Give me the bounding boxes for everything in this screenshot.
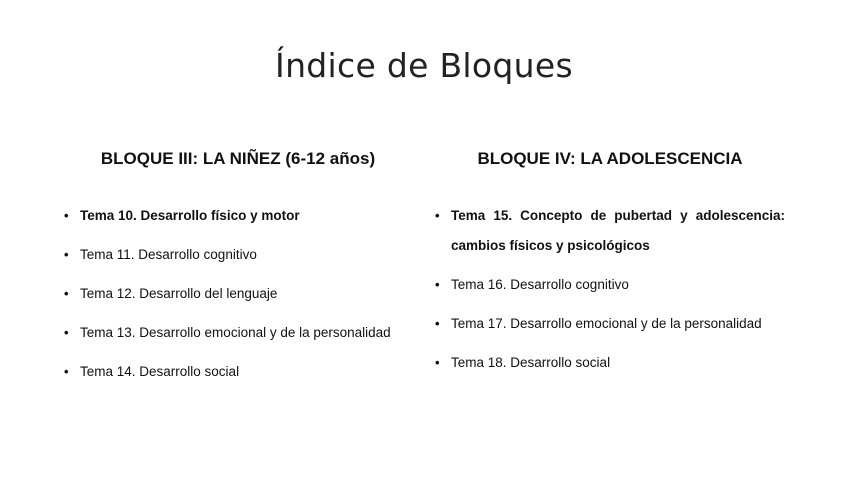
bullet-icon: • <box>435 208 440 223</box>
bullet-icon: • <box>64 208 69 223</box>
topic-label: Tema 15. Concepto de pubertad y adolescencia: cambios físicos y psicológicos <box>451 208 785 253</box>
topic-label: Tema 18. Desarrollo social <box>451 355 611 370</box>
topic-label: Tema 11. Desarrollo cognitivo <box>80 247 257 262</box>
block-iv-heading: BLOQUE IV: LA ADOLESCENCIA <box>477 149 743 168</box>
bullet-icon: • <box>64 286 69 301</box>
topic-item-10 <box>64 201 412 231</box>
topic-item-11 <box>64 240 412 270</box>
topic-label: Tema 10. Desarrollo físico y motor <box>80 208 300 223</box>
bullet-icon: • <box>435 277 440 292</box>
topic-label: Tema 14. Desarrollo social <box>80 364 240 379</box>
bullet-icon: • <box>64 364 69 379</box>
topic-label: Tema 17. Desarrollo emocional y de la personalidad <box>451 316 762 331</box>
topic-item-15 <box>435 201 785 261</box>
topic-label: Tema 16. Desarrollo cognitivo <box>451 277 629 292</box>
bullet-icon: • <box>435 316 440 331</box>
block-iii-heading: BLOQUE III: LA NIÑEZ (6-12 años) <box>100 149 376 168</box>
block-iv-topic-list <box>435 201 785 387</box>
topic-item-14 <box>64 357 412 387</box>
topic-item-13 <box>64 318 412 348</box>
topic-item-16 <box>435 270 785 300</box>
topic-item-18 <box>435 348 785 378</box>
topic-item-12 <box>64 279 412 309</box>
topic-label: Tema 12. Desarrollo del lenguaje <box>80 286 278 301</box>
topic-item-17 <box>435 309 785 339</box>
bullet-icon: • <box>435 355 440 370</box>
topic-label: Tema 13. Desarrollo emocional y de la personalidad <box>80 325 391 340</box>
block-iii-topic-list <box>64 201 412 396</box>
bullet-icon: • <box>64 247 69 262</box>
block-iv-column <box>435 146 785 370</box>
block-iii-column <box>64 146 412 379</box>
bullet-icon: • <box>64 325 69 340</box>
slide-title: Índice de Bloques <box>275 46 573 85</box>
